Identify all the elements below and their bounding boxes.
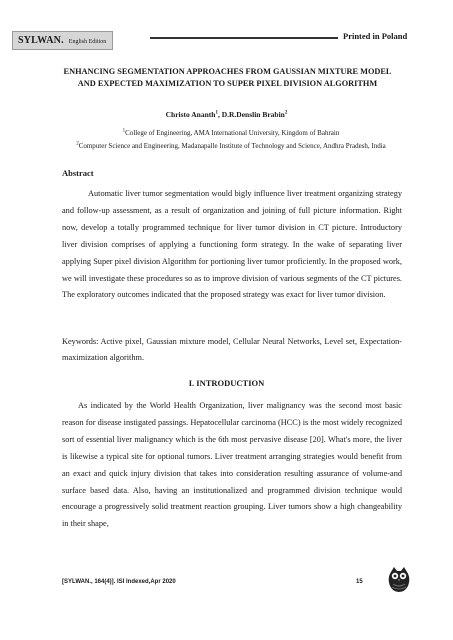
affiliation-text: Computer Science and Engineering, Madanapalle Institute of Technology and Science, Andhra Pradesh, India [78, 142, 386, 150]
printed-in: Printed in Poland [343, 31, 408, 41]
journal-brand: SYLWAN. [18, 35, 64, 46]
footer-citation: [SYLWAN., 164(4)]. ISI Indexed,Apr 2020 [62, 579, 176, 585]
paper-title: ENHANCING SEGMENTATION APPROACHES FROM GAUSSIAN MIXTURE MODEL AND EXPECTED MAXIMIZATION TO SUPER PIXEL DIVISION ALGORITHM [63, 67, 392, 88]
intro-text: As indicated by the World Health Organization, liver malignancy was the second most basic reason for disease instigated passings. Hepatocellular carcinoma (HCC) is the most widely recognized sort of essential liver malignancy which is the 6th most pervasive disease [20]. What's more, the liver is likewise a typical site for optional tumors. Liver treatment arranging strategies would benefit from an exact and quick injury division that takes into consideration resulting assurance of volume-and surface based data. Also, having an institutionalized and programmed division technique would encourage a progressively solid treatment reaction grouping. Liver tumors show a high changeability in their shape, [62, 401, 402, 529]
author-name: D.R.Denslin Brabin [221, 110, 285, 119]
affiliation-text: College of Engineering, AMA International University, Kingdom of Bahrain [125, 129, 340, 137]
author-separator: , [217, 110, 222, 119]
journal-brand-box [12, 31, 113, 50]
affiliation-sup: 2 [76, 141, 79, 147]
affiliation [72, 140, 390, 152]
section-heading: I. INTRODUCTION [188, 378, 265, 388]
page-number: 15 [356, 579, 363, 585]
abstract-text: Automatic liver tumor segmentation would bigly influence liver treatment organizing strategy and follow-up assessment, as a result of organization and joining of full picture information. Right now, develop a totally programmed technique for liver tumor division in CT picture. Introductory liver division comprises of applying a functioning form strategy. In the wake of separating liver applying Super pixel division Algorithm for portioning liver tumor proficiently. In the proposed work, we will investigate these procedures so as to improve division of various segments of the CT pictures. The exploratory outcomes indicated that the proposed strategy was exact for liver tumor division. [62, 189, 402, 300]
keywords: Keywords: Active pixel, Gaussian mixture model, Cellular Neural Networks, Level set, Expectation-maximization algorithm. [62, 337, 402, 362]
header-rule [150, 37, 338, 39]
owl-logo-icon [384, 564, 414, 594]
journal-edition: English Edition [68, 39, 107, 45]
affiliation-sup: 1 [122, 128, 126, 134]
author-name: Christo Ananth [165, 110, 216, 119]
author-line [0, 110, 453, 120]
abstract-heading: Abstract [62, 168, 94, 178]
author-affil-sup: 1 [215, 110, 218, 116]
author-affil-sup: 2 [284, 110, 288, 116]
affiliation [72, 127, 390, 139]
